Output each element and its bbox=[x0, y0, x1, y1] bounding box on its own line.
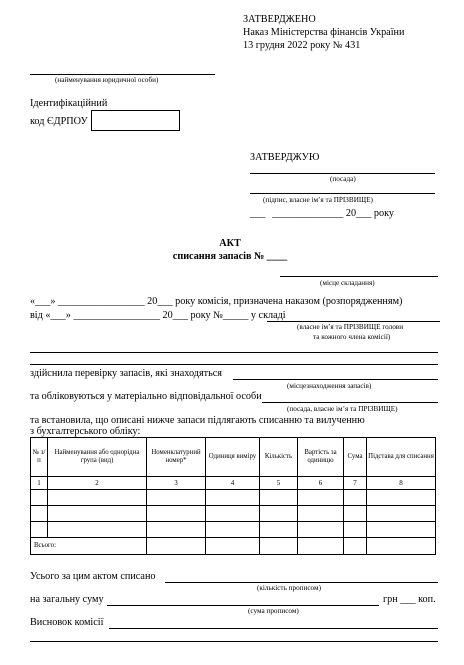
sum-caption: (сума прописом) bbox=[248, 607, 299, 615]
approver-position-caption: (посада) bbox=[330, 175, 356, 183]
total-label: Всього: bbox=[31, 538, 147, 555]
conclusion-label: Висновок комісії bbox=[30, 617, 104, 628]
col-number: 1 bbox=[31, 477, 48, 490]
total-text: Усього за цим актом списано bbox=[30, 571, 156, 582]
table-cell[interactable] bbox=[367, 506, 436, 522]
table-cell[interactable] bbox=[147, 522, 206, 538]
table-cell[interactable] bbox=[298, 538, 344, 555]
members-line-3[interactable] bbox=[30, 364, 438, 365]
approve-date-day[interactable]: ___ bbox=[250, 208, 266, 219]
conclusion-line-1[interactable] bbox=[109, 628, 438, 629]
sum-text: на загальну суму bbox=[30, 594, 104, 605]
table-cell[interactable] bbox=[31, 506, 48, 522]
act-title: АКТ bbox=[219, 238, 241, 249]
sum-line[interactable] bbox=[107, 605, 379, 606]
total-qty-line[interactable] bbox=[165, 582, 438, 583]
approver-position-line[interactable] bbox=[250, 173, 435, 174]
approval-order: Наказ Міністерства фінансів України bbox=[243, 27, 405, 38]
approval-date: 13 грудня 2022 року № 431 bbox=[243, 40, 361, 51]
members-caption-1: (власне ім’я та ПРІЗВИЩЕ голови bbox=[297, 323, 404, 331]
total-qty-caption: (кількість прописом) bbox=[257, 584, 321, 592]
table-cell[interactable] bbox=[206, 490, 260, 506]
table-cell[interactable] bbox=[344, 538, 367, 555]
established-text-2: з бухгалтерського обліку: bbox=[30, 426, 141, 437]
members-line-2[interactable] bbox=[30, 352, 438, 353]
col-number: 3 bbox=[147, 477, 206, 490]
act-subtitle: списання запасів № ____ bbox=[172, 251, 288, 262]
established-text-1: та встановила, що описані нижче запаси підлягають списанню та вилученню bbox=[30, 415, 365, 426]
approve-title: ЗАТВЕРДЖУЮ bbox=[250, 152, 320, 163]
table-cell[interactable] bbox=[48, 506, 147, 522]
responsible-caption: (посада, власне ім’я та ПРІЗВИЩЕ) bbox=[287, 405, 398, 413]
table-cell[interactable] bbox=[147, 538, 206, 555]
col-number: 6 bbox=[298, 477, 344, 490]
col-header: Підстава для списання bbox=[367, 438, 436, 477]
table-cell[interactable] bbox=[344, 522, 367, 538]
table-cell[interactable] bbox=[298, 506, 344, 522]
edrpou-label-2: код ЄДРПОУ bbox=[30, 116, 88, 127]
col-header: Вартість за одиницю bbox=[298, 438, 344, 477]
approval-title: ЗАТВЕРДЖЕНО bbox=[243, 14, 316, 25]
col-number: 4 bbox=[206, 477, 260, 490]
col-header: Найменування або однорідна група (вид) bbox=[48, 438, 147, 477]
table-cell[interactable] bbox=[260, 506, 298, 522]
table-cell[interactable] bbox=[298, 490, 344, 506]
table-cell[interactable] bbox=[31, 522, 48, 538]
col-header: № з/п bbox=[31, 438, 48, 477]
commission-line: «___» _________________ 20___ року комісія, призначена наказом (розпорядженням) bbox=[30, 296, 403, 307]
table-cell[interactable] bbox=[367, 538, 436, 555]
place-line[interactable] bbox=[280, 276, 438, 277]
edrpou-field[interactable] bbox=[91, 110, 180, 131]
table-row[interactable] bbox=[31, 522, 436, 538]
checked-text: здійснила перевірку запасів, які знаходяться bbox=[30, 368, 222, 379]
members-line-1[interactable] bbox=[267, 321, 440, 322]
place-caption: (місце складання) bbox=[320, 279, 375, 287]
entity-name-line[interactable] bbox=[30, 74, 215, 75]
approver-signature-line[interactable] bbox=[250, 193, 435, 194]
responsible-text: та обліковуються у матеріально відповідальної особи bbox=[30, 391, 262, 402]
approver-signature-caption: (підпис, власне ім’я та ПРІЗВИЩЕ) bbox=[263, 196, 373, 204]
entity-name-caption: (найменування юридичної особи) bbox=[55, 76, 159, 84]
approve-date-rest[interactable]: ______________ 20___ року bbox=[272, 208, 394, 219]
table-cell[interactable] bbox=[367, 522, 436, 538]
table-cell[interactable] bbox=[260, 522, 298, 538]
col-number: 5 bbox=[260, 477, 298, 490]
table-cell[interactable] bbox=[344, 506, 367, 522]
table-cell[interactable] bbox=[298, 522, 344, 538]
table-cell[interactable] bbox=[147, 490, 206, 506]
table-cell[interactable] bbox=[48, 490, 147, 506]
table-cell[interactable] bbox=[31, 490, 48, 506]
col-header: Одиниця виміру bbox=[206, 438, 260, 477]
col-number: 8 bbox=[367, 477, 436, 490]
table-row[interactable] bbox=[31, 506, 436, 522]
table-cell[interactable] bbox=[367, 490, 436, 506]
location-caption: (місцезнаходження запасів) bbox=[287, 382, 372, 390]
conclusion-line-2[interactable] bbox=[30, 641, 438, 642]
col-header: Сума bbox=[344, 438, 367, 477]
col-header: Номенклатурний номер* bbox=[147, 438, 206, 477]
table-header-row bbox=[31, 438, 436, 477]
col-number: 7 bbox=[344, 477, 367, 490]
edrpou-label-1: Ідентифікаційний bbox=[30, 98, 108, 109]
members-caption-2: та кожного члена комісії) bbox=[313, 333, 391, 341]
location-line[interactable] bbox=[233, 379, 438, 380]
table-cell[interactable] bbox=[206, 506, 260, 522]
table-number-row bbox=[31, 477, 436, 490]
order-line: від «___» _________________ 20___ року №_____ у складі bbox=[30, 310, 286, 321]
write-off-table bbox=[30, 437, 436, 555]
table-cell[interactable] bbox=[260, 538, 298, 555]
table-cell[interactable] bbox=[260, 490, 298, 506]
currency-text: грн ___ коп. bbox=[383, 594, 436, 605]
table-cell[interactable] bbox=[344, 490, 367, 506]
table-cell[interactable] bbox=[206, 522, 260, 538]
table-cell[interactable] bbox=[206, 538, 260, 555]
table-total-row bbox=[31, 538, 436, 555]
table-cell[interactable] bbox=[147, 506, 206, 522]
table-row[interactable] bbox=[31, 490, 436, 506]
col-header: Кількість bbox=[260, 438, 298, 477]
col-number: 2 bbox=[48, 477, 147, 490]
responsible-line[interactable] bbox=[262, 402, 438, 403]
table-cell[interactable] bbox=[48, 522, 147, 538]
